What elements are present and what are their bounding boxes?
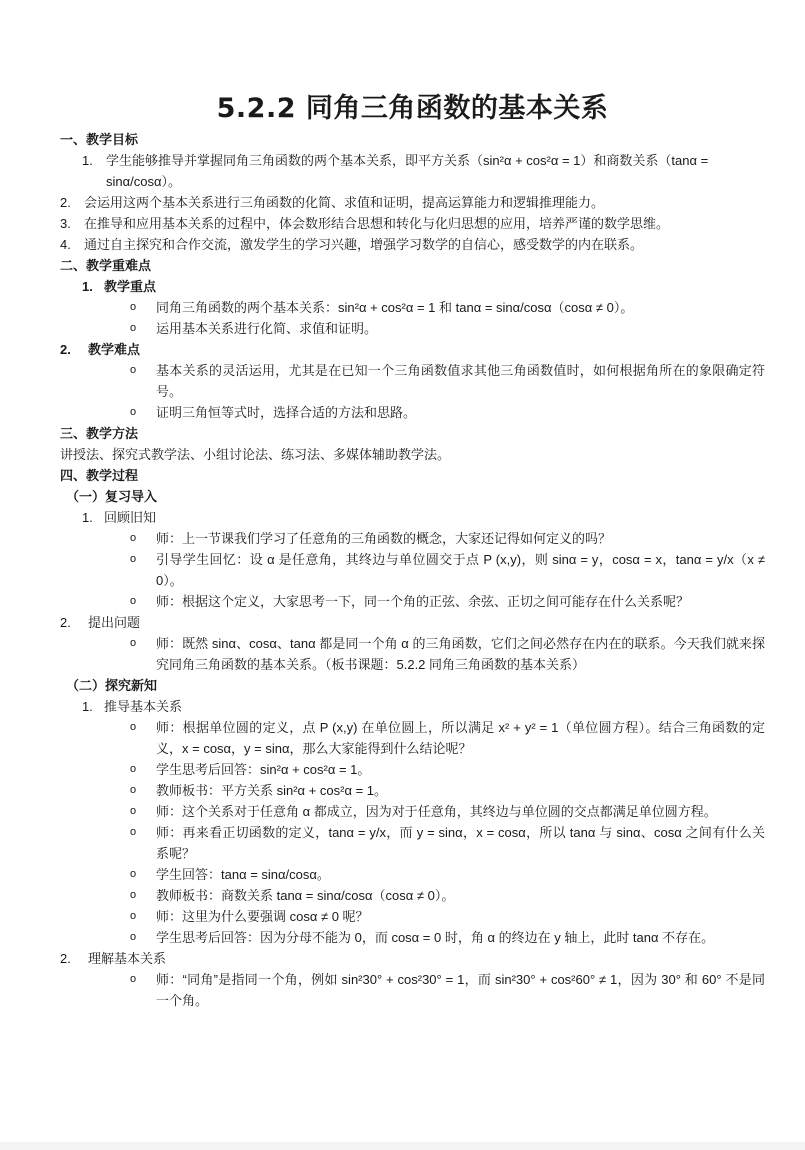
list-item: o 学生回答：tanα = sinα/cosα。	[130, 864, 765, 885]
list-item: o 证明三角恒等式时，选择合适的方法和思路。	[130, 402, 765, 423]
list-item: o 师：既然 sinα、cosα、tanα 都是同一个角 α 的三角函数，它们之间必然存在内在的联系。今天我们就来探究同角三角函数的基本关系。（板书课题：5.2.2 同角三角函数的基本关系）	[130, 633, 765, 675]
list-item: o 教师板书：商数关系 tanα = sinα/cosα（cosα ≠ 0）。	[130, 885, 765, 906]
part-heading-explore: （二）探究新知	[66, 678, 158, 693]
list-item: o 引导学生回忆：设 α 是任意角，其终边与单位圆交于点 P (x,y)，则 sinα = y，cosα = x，tanα = y/x（x ≠ 0）。	[130, 549, 765, 591]
bullet-circle-icon: o	[130, 637, 137, 649]
list-item: o 师：“同角”是指同一个角，例如 sin²30° + cos²30° = 1，而 sin²30° + cos²60° ≠ 1，因为 30° 和 60° 不是同一个角。	[130, 969, 765, 1011]
list-item: o 师：这里为什么要强调 cosα ≠ 0 呢？	[130, 906, 765, 927]
bullet-circle-icon: o	[130, 931, 137, 943]
list-item: o 师：上一节课我们学习了任意角的三角函数的概念，大家还记得如何定义的吗？	[130, 528, 765, 549]
list-item: o 师：这个关系对于任意角 α 都成立，因为对于任意角，其终边与单位圆的交点都满足单位圆方程。	[130, 801, 765, 822]
bullet-circle-icon: o	[130, 595, 137, 607]
bullet-circle-icon: o	[130, 553, 137, 565]
part-heading-review: （一）复习导入	[66, 489, 158, 504]
bullet-circle-icon: o	[130, 721, 137, 733]
list-item: o 基本关系的灵活运用，尤其是在已知一个三角函数值求其他三角函数值时，如何根据角所在的象限确定符号。	[130, 360, 765, 402]
step-heading: 1. 推导基本关系	[82, 699, 183, 714]
methods-text: 讲授法、探究式教学法、小组讨论法、练习法、多媒体辅助教学法。	[60, 447, 451, 462]
bullet-circle-icon: o	[130, 868, 137, 880]
bullet-circle-icon: o	[130, 889, 137, 901]
list-item: o 师：再来看正切函数的定义，tanα = y/x，而 y = sinα，x = cosα，所以 tanα 与 sinα、cosα 之间有什么关系呢？	[130, 822, 765, 864]
objective-item: 1. 学生能够推导并掌握同角三角函数的两个基本关系，即平方关系（sin²α + cos²α = 1）和商数关系（tanα = sinα/cosα）。	[82, 153, 709, 189]
bullet-circle-icon: o	[130, 973, 137, 985]
step-heading: 1. 回顾旧知	[82, 510, 157, 525]
list-item: o 学生思考后回答：sin²α + cos²α = 1。	[130, 759, 765, 780]
list-item: o 师：根据单位圆的定义，点 P (x,y) 在单位圆上，所以满足 x² + y² = 1（单位圆方程）。结合三角函数的定义，x = cosα，y = sinα，那么大家能得到什么结论呢？	[130, 717, 765, 759]
list-item: o 学生思考后回答：因为分母不能为 0，而 cosα = 0 时，角 α 的终边在 y 轴上，此时 tanα 不存在。	[130, 927, 765, 948]
objective-item: 2. 会运用这两个基本关系进行三角函数的化简、求值和证明，提高运算能力和逻辑推理能力。	[60, 195, 605, 210]
bullet-circle-icon: o	[130, 784, 137, 796]
subheading-key-points: 1. 教学重点	[82, 279, 157, 294]
bullet-circle-icon: o	[130, 910, 137, 922]
bullet-circle-icon: o	[130, 301, 137, 313]
section-heading-key-difficult: 二、教学重难点	[60, 258, 152, 273]
step-heading: 2. 提出问题	[60, 615, 141, 630]
bullet-circle-icon: o	[130, 805, 137, 817]
objective-item: 4. 通过自主探究和合作交流，激发学生的学习兴趣，增强学习数学的自信心，感受数学的内在联系。	[60, 237, 644, 252]
list-item: o 同角三角函数的两个基本关系：sin²α + cos²α = 1 和 tanα = sinα/cosα（cosα ≠ 0）。	[130, 297, 765, 318]
step-heading: 2. 理解基本关系	[60, 951, 167, 966]
list-item: o 师：根据这个定义，大家思考一下，同一个角的正弦、余弦、正切之间可能存在什么关系呢？	[130, 591, 765, 612]
document-title: 5.2.2 同角三角函数的基本关系	[216, 93, 609, 124]
section-heading-objectives: 一、教学目标	[60, 132, 139, 147]
section-heading-methods: 三、教学方法	[60, 426, 139, 441]
bullet-circle-icon: o	[130, 532, 137, 544]
bullet-circle-icon: o	[130, 763, 137, 775]
section-heading-process: 四、教学过程	[60, 468, 139, 483]
bullet-circle-icon: o	[130, 406, 137, 418]
list-item: o 教师板书：平方关系 sin²α + cos²α = 1。	[130, 780, 765, 801]
objective-item: 3. 在推导和应用基本关系的过程中，体会数形结合思想和转化与化归思想的应用，培养严谨的数学思维。	[60, 216, 670, 231]
bullet-circle-icon: o	[130, 322, 137, 334]
list-item: o 运用基本关系进行化简、求值和证明。	[130, 318, 765, 339]
subheading-difficulties: 2. 教学难点	[60, 342, 141, 357]
bullet-circle-icon: o	[130, 364, 137, 376]
bullet-circle-icon: o	[130, 826, 137, 838]
